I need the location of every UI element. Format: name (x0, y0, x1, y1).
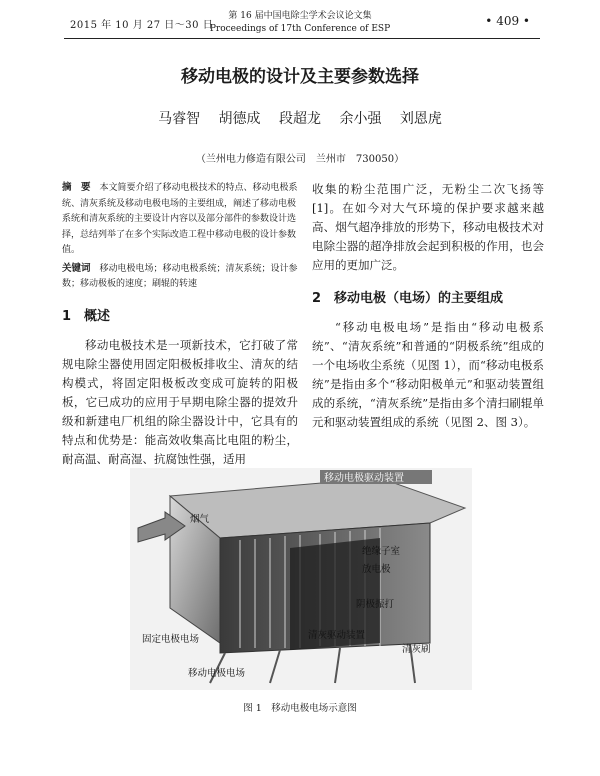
paper-title: 移动电极的设计及主要参数选择 (181, 67, 419, 87)
section-heading-1: 1 概述 (62, 308, 111, 324)
figure-esp-diagram (130, 468, 472, 690)
author: 马睿智 (158, 111, 201, 127)
keywords-label: 关键词 (62, 262, 91, 274)
section-1-paragraph: 移动电极技术是一项新技术，它打破了常规电除尘器使用固定阳极板排收尘、清灰的结构模式，将固定阳极板改变成可旋转的阳极板，它已成功的应用于早期电除尘器的提效升级和新建电厂机组的除尘器设计中，它具有的特点和优势是：能高效收集高比电阻的粉尘，耐高温、耐高湿、抗腐蚀性强，适用 (62, 337, 298, 466)
affiliation: （兰州电力修造有限公司 兰州市 730050） (195, 154, 405, 165)
keywords (62, 261, 298, 293)
author: 段超龙 (279, 111, 321, 127)
header-rule (64, 38, 540, 39)
header-date: 2015 年 10 月 27 日～30 日 (70, 20, 214, 31)
header-page-number: • 409 • (485, 14, 530, 28)
abstract (62, 180, 298, 259)
label-insulator-room: 绝缘子室 (362, 546, 401, 557)
authors (0, 108, 600, 128)
label-cleaning-drive: 清灰驱动装置 (308, 630, 366, 641)
esp-illustration (130, 468, 472, 690)
label-cathode-rapping: 阴极振打 (356, 599, 395, 610)
label-fixed-field: 固定电极电场 (142, 634, 200, 645)
label-brush: 清灰刷 (402, 644, 431, 655)
left-column (62, 180, 298, 469)
figure-caption: 图 1 移动电极电场示意图 (243, 703, 357, 714)
author: 胡德成 (218, 111, 261, 127)
section-heading-2: 2 移动电极（电场）的主要组成 (312, 291, 504, 306)
label-flue-gas: 烟气 (190, 514, 210, 525)
label-discharge-electrode: 放电极 (362, 564, 391, 575)
right-column (312, 180, 544, 432)
abstract-label: 摘 要 (62, 182, 91, 193)
author: 刘恩虎 (399, 111, 442, 127)
conference-cn: 第 16 届中国电除尘学术会议论文集 (228, 11, 372, 21)
author: 余小强 (339, 111, 382, 127)
continued-paragraph: 收集的粉尘范围广泛，无粉尘二次飞扬等[1]。在如今对大气环境的保护要求越来越高、烟气超净排放的形势下，移动电极技术对电除尘器的超净排放会起到积极的作用，也会应用的更加广泛。 (312, 182, 544, 272)
section-2-paragraph: “移动电极电场”是指由“移动电极系统”、“清灰系统”和普通的“阴极系统”组成的一个电场收尘系统（见图 1），而“移动电极系统”是指由多个“移动阳极单元”和驱动装置组成的系统，“清灰系统”是指由多个清扫刷辊单元和驱动装置组成的系统（见图 2、图 3）。 (312, 320, 544, 429)
label-drive-top: 移动电极驱动装置 (324, 473, 404, 484)
conference-en: Proceedings of 17th Conference of ESP (209, 24, 391, 34)
keywords-text: 移动电极电场；移动电极系统；清灰系统；设计参数；移动极板的速度；刷辊的转速 (62, 263, 298, 289)
abstract-text: 本文简要介绍了移动电极技术的特点、移动电极系统、清灰系统及移动电极电场的主要组成，阐述了移动电极系统和清灰系统的主要设计内容以及部分部件的参数设计选择，总结列举了在多个实际改造工程中移动电极的设计参数值。 (62, 183, 298, 255)
label-moving-field: 移动电极电场 (188, 668, 246, 679)
